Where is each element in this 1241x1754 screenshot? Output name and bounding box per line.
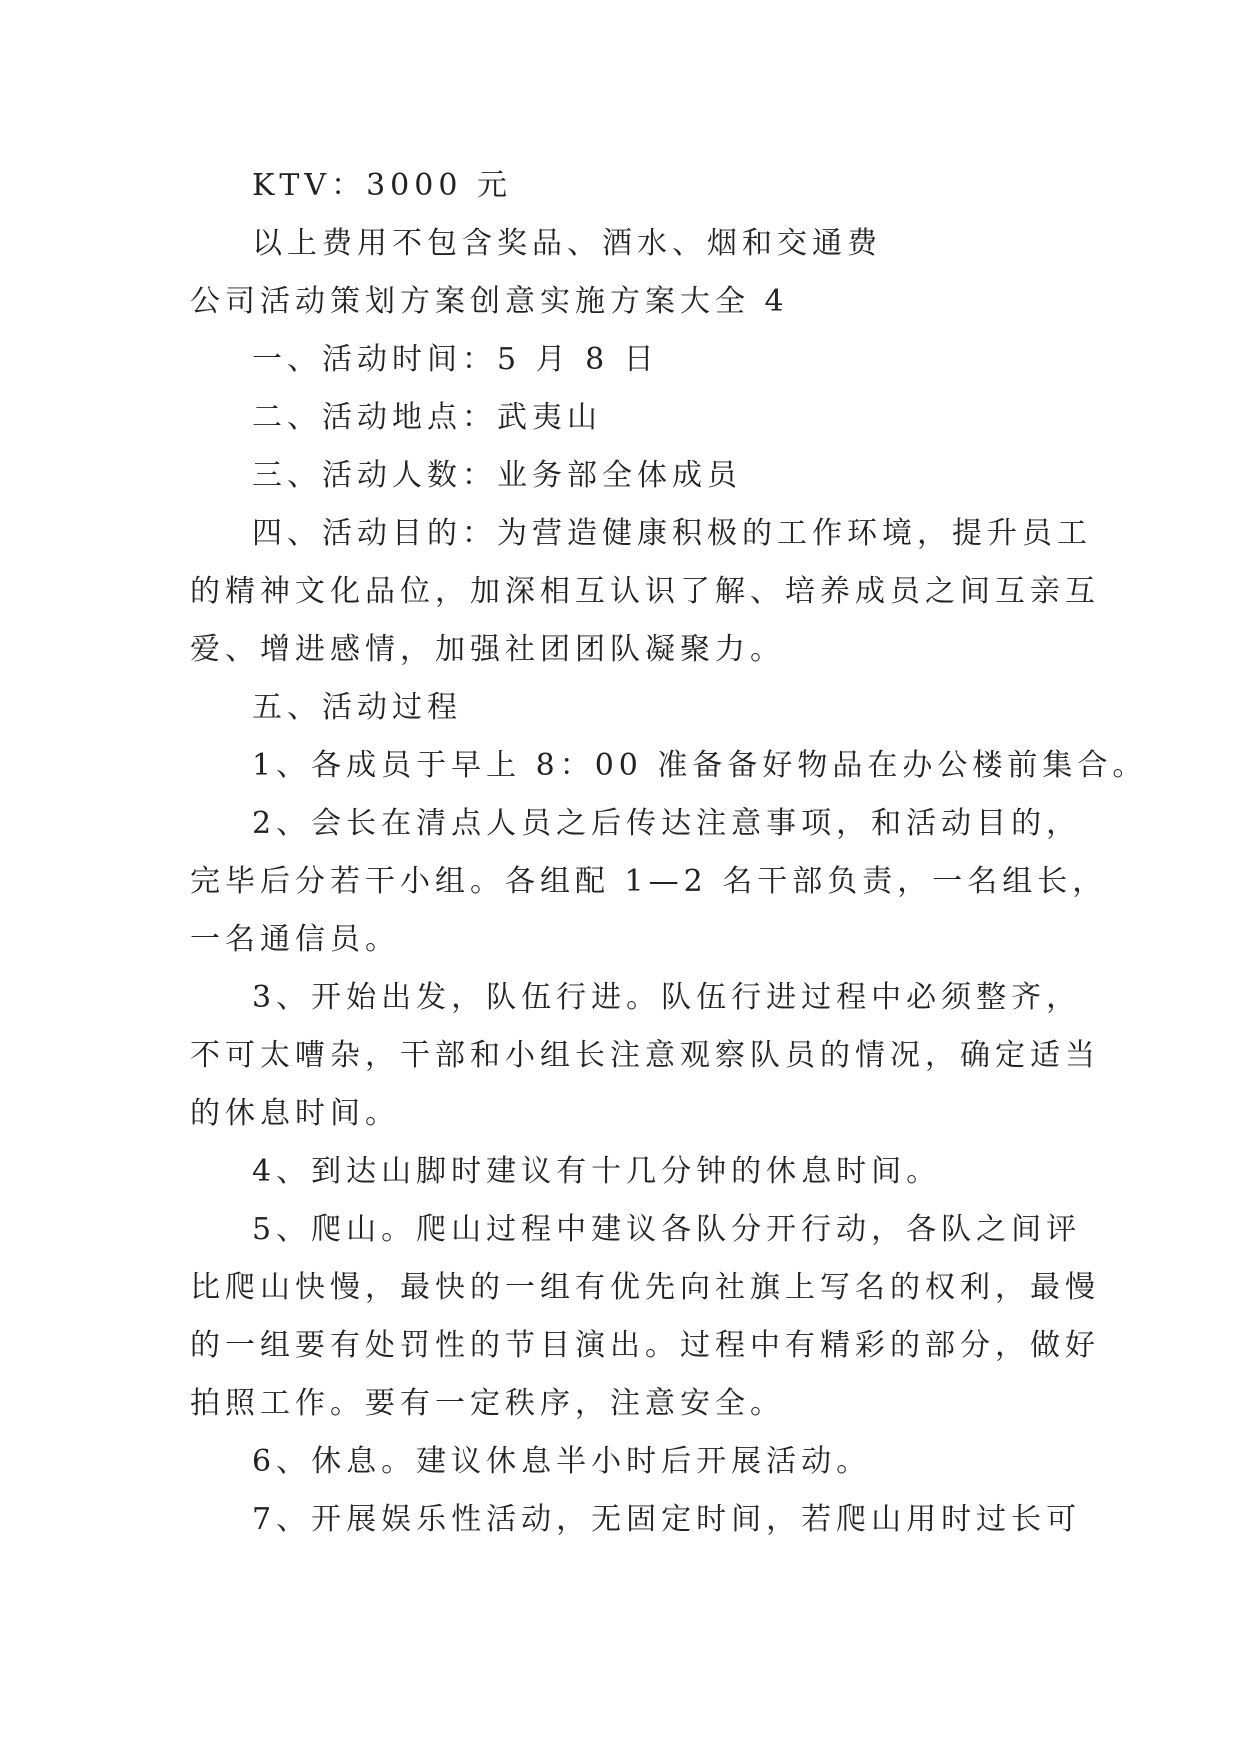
paragraph-line: 拍照工作。要有一定秩序，注意安全。 (190, 1386, 785, 1421)
section-title: 公司活动策划方案创意实施方案大全 4 (190, 284, 789, 319)
step-7-line: 7、开展娱乐性活动，无固定时间，若爬山用时过长可 (252, 1502, 1082, 1537)
activity-purpose-line: 四、活动目的：为营造健康积极的工作环境，提升员工 (252, 516, 1092, 551)
paragraph-line: 爱、增进感情，加强社团团队凝聚力。 (190, 632, 785, 667)
activity-location-line: 二、活动地点：武夷山 (252, 400, 602, 435)
paragraph-line: 的精神文化品位，加深相互认识了解、培养成员之间互亲互 (190, 574, 1100, 609)
step-5-line: 5、爬山。爬山过程中建议各队分开行动，各队之间评 (252, 1212, 1082, 1247)
step-6-line: 6、休息。建议休息半小时后开展活动。 (252, 1444, 872, 1479)
step-3-line: 3、开始出发，队伍行进。队伍行进过程中必须整齐， (252, 980, 1082, 1015)
activity-process-heading: 五、活动过程 (252, 690, 462, 725)
paragraph-line: 的休息时间。 (190, 1096, 400, 1131)
paragraph-line: 不可太嘈杂，干部和小组长注意观察队员的情况，确定适当 (190, 1038, 1100, 1073)
step-2-line: 2、会长在清点人员之后传达注意事项，和活动目的， (252, 806, 1082, 841)
ktv-cost-line: KTV：3000 元 (252, 168, 512, 203)
step-1-line: 1、各成员于早上 8：00 准备备好物品在办公楼前集合。 (252, 748, 1148, 783)
cost-note-line: 以上费用不包含奖品、酒水、烟和交通费 (252, 226, 882, 261)
paragraph-line: 的一组要有处罚性的节目演出。过程中有精彩的部分，做好 (190, 1328, 1100, 1363)
activity-time-line: 一、活动时间：5 月 8 日 (252, 342, 659, 377)
activity-participants-line: 三、活动人数：业务部全体成员 (252, 458, 742, 493)
paragraph-line: 一名通信员。 (190, 922, 400, 957)
paragraph-line: 比爬山快慢，最快的一组有优先向社旗上写名的权利，最慢 (190, 1270, 1100, 1305)
step-4-line: 4、到达山脚时建议有十几分钟的休息时间。 (252, 1154, 942, 1189)
paragraph-line: 完毕后分若干小组。各组配 1—2 名干部负责，一名组长， (190, 864, 1108, 899)
